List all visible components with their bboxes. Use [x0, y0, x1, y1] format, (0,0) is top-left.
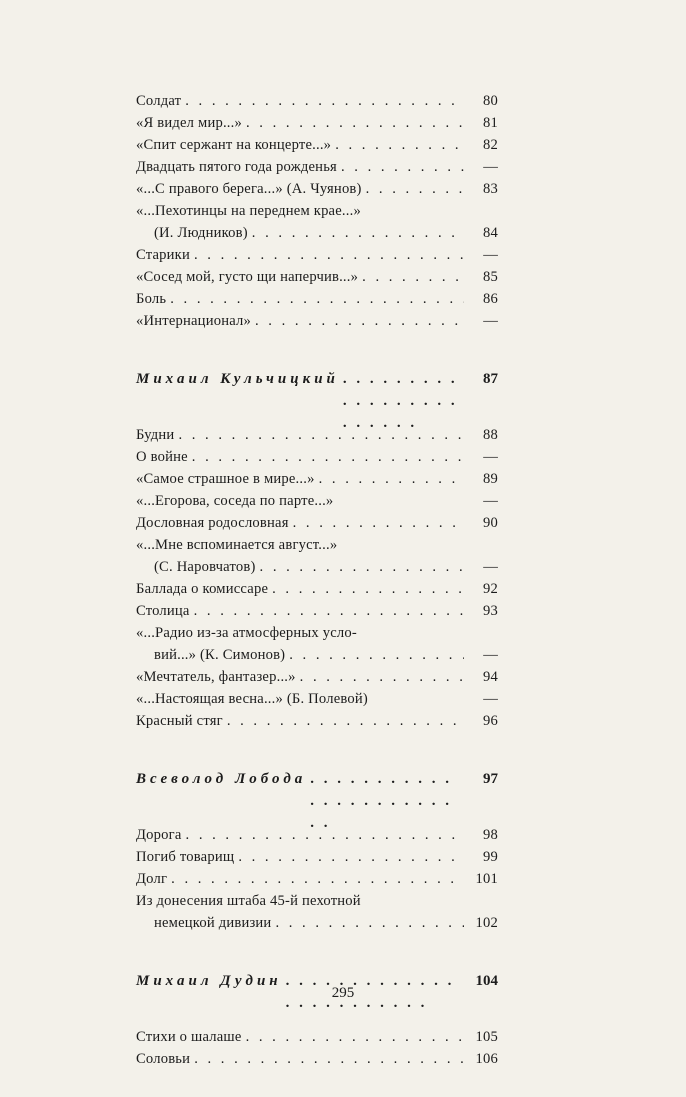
entry-title: (С. Наровчатов) [154, 559, 256, 575]
entry-title: Солдат [136, 93, 182, 109]
toc-entry [136, 912, 498, 934]
entry-title: Старики [136, 247, 190, 263]
toc-entry [136, 556, 498, 578]
entry-page: 99 [483, 849, 498, 865]
entry-page: 89 [483, 471, 498, 487]
leader-dots [335, 134, 464, 156]
entry-title: «Интернационал» [136, 313, 251, 329]
leader-dots [186, 824, 464, 846]
toc-entry [136, 600, 498, 622]
toc-entry [136, 1026, 498, 1048]
author-name: Михаил Кульчицкий [136, 371, 339, 387]
leader-dots [246, 112, 464, 134]
entry-page: 81 [483, 115, 498, 131]
entry-page: 94 [483, 669, 498, 685]
entry-title: Будни [136, 427, 175, 443]
entry-title: Баллада о комиссаре [136, 581, 269, 597]
toc-entry [136, 666, 498, 688]
entry-title: «...Радио из-за атмосферных усло- [136, 625, 357, 641]
entry-page: — [483, 691, 498, 707]
entry-page: 93 [483, 603, 498, 619]
toc-entry [136, 824, 498, 846]
toc-entry [136, 890, 498, 912]
entry-title: Дословная родословная [136, 515, 289, 531]
toc-entry [136, 512, 498, 534]
author-heading [136, 768, 498, 790]
toc-entry [136, 310, 498, 332]
entry-title: «Я видел мир...» [136, 115, 242, 131]
section-gap [136, 934, 498, 970]
author-name: Всеволод Лобода [136, 771, 307, 787]
entry-page: 85 [483, 269, 498, 285]
leader-dots [170, 288, 464, 310]
leader-dots [194, 600, 464, 622]
toc-entry [136, 424, 498, 446]
entry-page: 106 [475, 1051, 498, 1067]
entry-page: 102 [475, 915, 498, 931]
toc-entry [136, 266, 498, 288]
toc-entry [136, 1048, 498, 1070]
entry-title: «Спит сержант на концерте...» [136, 137, 332, 153]
toc-entry [136, 244, 498, 266]
entry-title: немецкой дивизии [154, 915, 272, 931]
toc-entry [136, 846, 498, 868]
leader-dots [260, 556, 464, 578]
entry-title: «...Настоящая весна...» (Б. Полевой) [136, 691, 368, 707]
toc-entry [136, 534, 498, 556]
entry-page: — [483, 159, 498, 175]
toc-entry [136, 178, 498, 200]
entry-title: Долг [136, 871, 168, 887]
entry-page: — [483, 559, 498, 575]
entry-page: 98 [483, 827, 498, 843]
entry-title: Соловьи [136, 1051, 191, 1067]
leader-dots [289, 644, 464, 666]
author-page: 104 [475, 973, 498, 989]
entry-title: О войне [136, 449, 188, 465]
entry-title: Стихи о шалаше [136, 1029, 242, 1045]
entry-page: 84 [483, 225, 498, 241]
section-gap [136, 732, 498, 768]
leader-dots [319, 468, 464, 490]
entry-title: Столица [136, 603, 190, 619]
leader-dots [255, 310, 464, 332]
toc-entry [136, 578, 498, 600]
entry-title: «Мечтатель, фантазер...» [136, 669, 296, 685]
toc-entry [136, 200, 498, 222]
entry-title: Красный стяг [136, 713, 223, 729]
toc-entry [136, 90, 498, 112]
entry-title: «...С правого берега...» (А. Чуянов) [136, 181, 362, 197]
leader-dots [293, 512, 464, 534]
author-heading [136, 368, 498, 390]
entry-title: Дорога [136, 827, 182, 843]
toc-entry [136, 468, 498, 490]
author-page: 97 [483, 771, 498, 787]
leader-dots [275, 912, 464, 934]
entry-title: (И. Людников) [154, 225, 248, 241]
leader-dots [194, 1048, 464, 1070]
table-of-contents [136, 90, 498, 1070]
entry-page: 88 [483, 427, 498, 443]
page-number: 295 [331, 985, 355, 1001]
leader-dots [272, 578, 464, 600]
entry-page: 96 [483, 713, 498, 729]
toc-entry [136, 156, 498, 178]
entry-title: «...Мне вспоминается август...» [136, 537, 338, 553]
entry-title: Погиб товарищ [136, 849, 235, 865]
toc-entry [136, 490, 498, 512]
toc-entry [136, 288, 498, 310]
toc-entry [136, 868, 498, 890]
leader-dots [192, 446, 464, 468]
entry-title: Двадцать пятого года рожденья [136, 159, 337, 175]
toc-entry [136, 222, 498, 244]
toc-entry [136, 688, 498, 710]
leader-dots [171, 868, 464, 890]
entry-title: Боль [136, 291, 167, 307]
entry-page: 90 [483, 515, 498, 531]
leader-dots [341, 156, 464, 178]
leader-dots [362, 266, 464, 288]
toc-entry [136, 134, 498, 156]
author-page: 87 [483, 371, 498, 387]
entry-page: 92 [483, 581, 498, 597]
entry-page: — [483, 647, 498, 663]
entry-title: «...Пехотинцы на переднем крае...» [136, 203, 361, 219]
entry-page: 86 [483, 291, 498, 307]
leader-dots [252, 222, 464, 244]
leader-dots [238, 846, 464, 868]
entry-title: «Самое страшное в мире...» [136, 471, 315, 487]
toc-entry [136, 710, 498, 732]
leader-dots [178, 424, 464, 446]
entry-title: Из донесения штаба 45-й пехотной [136, 893, 361, 909]
leader-dots [246, 1026, 464, 1048]
entry-page: 101 [475, 871, 498, 887]
leader-dots [227, 710, 464, 732]
toc-entry [136, 446, 498, 468]
entry-page: 80 [483, 93, 498, 109]
leader-dots [194, 244, 464, 266]
leader-dots [185, 90, 464, 112]
entry-page: — [483, 313, 498, 329]
leader-dots [300, 666, 464, 688]
toc-entry [136, 644, 498, 666]
entry-page: 105 [475, 1029, 498, 1045]
entry-page: — [483, 247, 498, 263]
author-name: Михаил Дудин [136, 973, 282, 989]
entry-page: 82 [483, 137, 498, 153]
entry-page: — [483, 493, 498, 509]
entry-page: 83 [483, 181, 498, 197]
entry-title: вий...» (К. Симонов) [154, 647, 286, 663]
entry-title: «Сосед мой, густо щи наперчив...» [136, 269, 359, 285]
entry-title: «...Егорова, соседа по парте...» [136, 493, 334, 509]
leader-dots [366, 178, 464, 200]
entry-page: — [483, 449, 498, 465]
toc-entry [136, 622, 498, 644]
section-gap [136, 332, 498, 368]
toc-entry [136, 112, 498, 134]
